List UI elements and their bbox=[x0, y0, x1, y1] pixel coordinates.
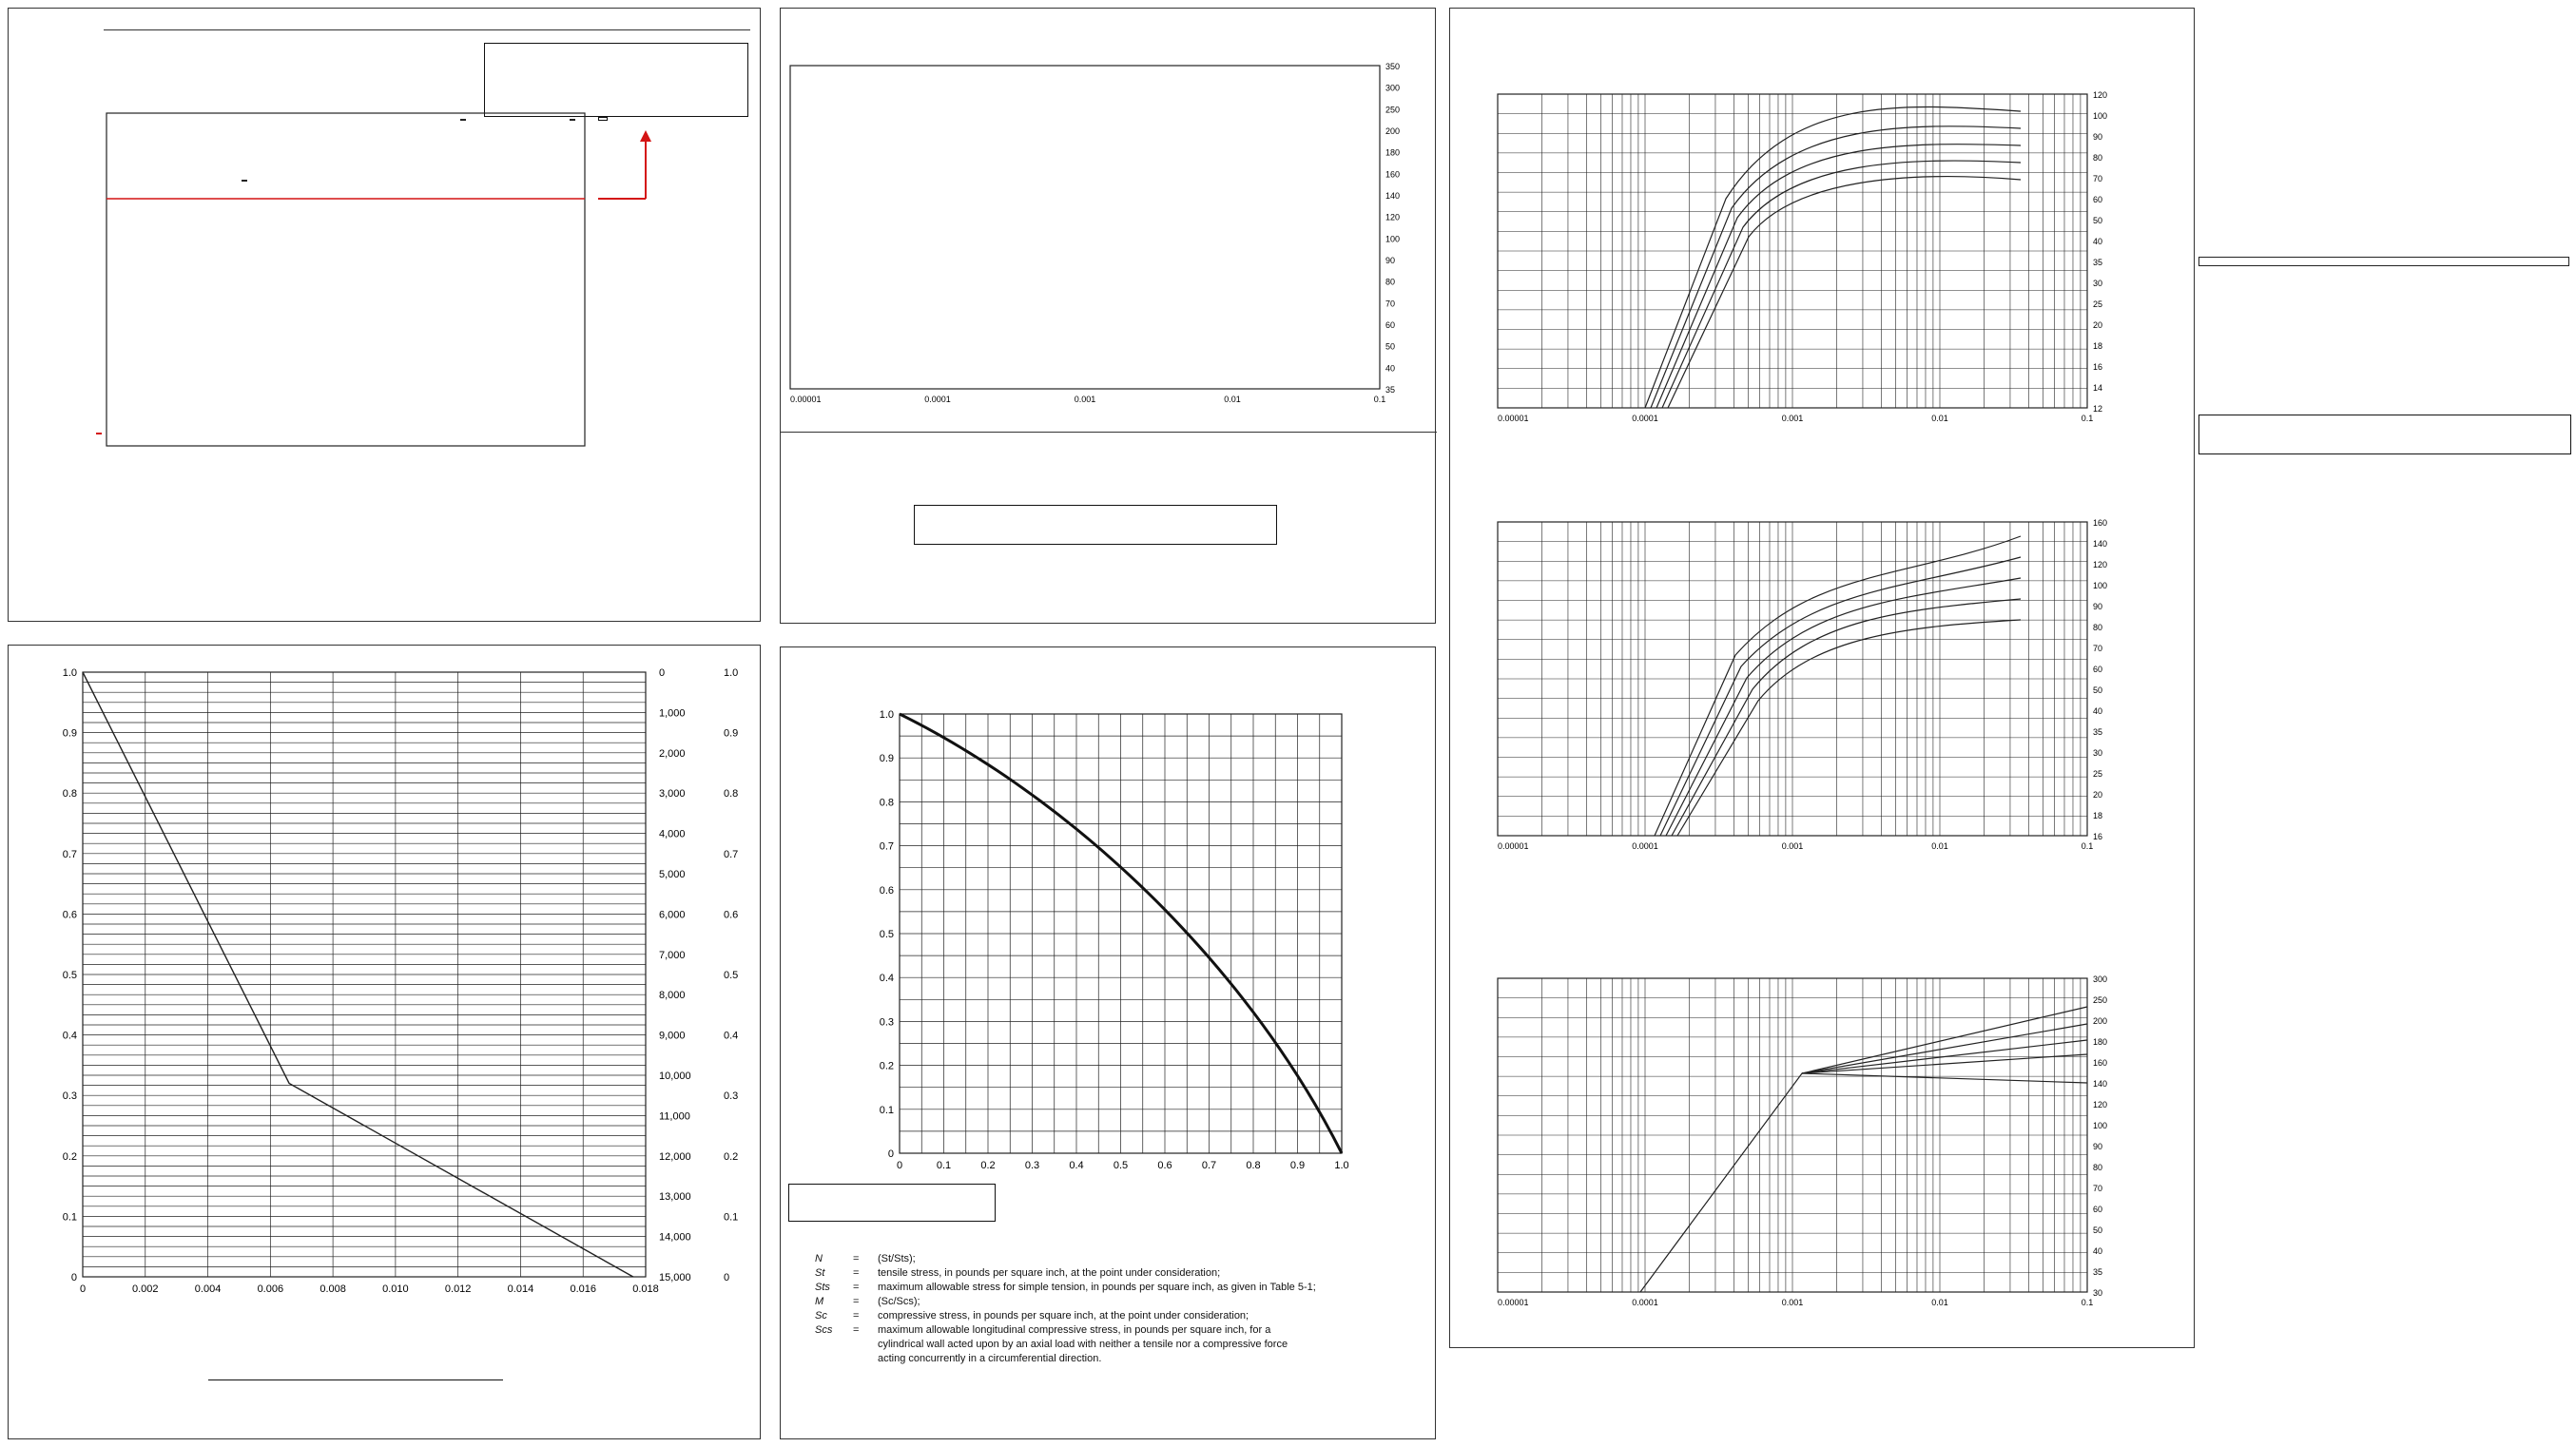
factor-n-tick-label: 1.0 bbox=[724, 667, 739, 679]
compressive-tick-label: 1,000 bbox=[659, 707, 686, 720]
decade-label: 0.1 bbox=[2081, 414, 2094, 423]
definition-cell: (Sc/Scs); bbox=[878, 1296, 920, 1307]
x-tick-label: 0 bbox=[896, 1160, 903, 1171]
factor-n-tick-label: 0.4 bbox=[724, 1030, 739, 1042]
factor-n-tick-label: 0.5 bbox=[724, 970, 739, 981]
right-tick-label: 70 bbox=[1385, 299, 1396, 309]
right-tick-label: 16 bbox=[2093, 832, 2103, 841]
x-tick-label: 0.018 bbox=[632, 1283, 659, 1295]
right-tick-label: 300 bbox=[2093, 974, 2108, 984]
right-tick-label: 35 bbox=[2093, 727, 2103, 737]
right-tick-label: 18 bbox=[2093, 811, 2103, 820]
x-tick-label: 0.6 bbox=[1157, 1160, 1172, 1171]
right-tick-label: 30 bbox=[2093, 748, 2103, 758]
right-tick-label: 35 bbox=[1385, 385, 1396, 395]
factor-n-tick-label: 0.6 bbox=[724, 909, 739, 921]
x-tick-label: 0 bbox=[79, 1283, 87, 1295]
right-tick-label: 60 bbox=[2093, 1205, 2103, 1214]
cs2-curve bbox=[1672, 599, 2021, 836]
y-tick-label: 0.7 bbox=[879, 840, 894, 853]
decade-label: 0.1 bbox=[2081, 1298, 2094, 1307]
y-tick-label: 0.8 bbox=[879, 797, 894, 809]
definition-cell: maximum allowable longitudinal compressive stress, in pounds per square inch, for a bbox=[878, 1324, 1271, 1336]
decade-label: 0.1 bbox=[2081, 841, 2094, 851]
compressive-tick-label: 12,000 bbox=[659, 1150, 691, 1163]
right-tick-label: 350 bbox=[1385, 62, 1401, 71]
definition-cell: tensile stress, in pounds per square inch, at the point under consideration; bbox=[878, 1267, 1221, 1279]
x-tick-label: 0.006 bbox=[257, 1283, 284, 1295]
cs3-curve bbox=[1802, 1073, 2087, 1083]
right-tick-label: 180 bbox=[1385, 147, 1401, 158]
equation-box bbox=[914, 505, 1277, 545]
y-tick-label: 1.0 bbox=[62, 667, 77, 679]
x-tick-label: 0.010 bbox=[382, 1283, 409, 1295]
right-tick-label: 250 bbox=[2093, 995, 2108, 1005]
factor-n-tick-label: 0.1 bbox=[724, 1211, 739, 1224]
right-tick-label: 160 bbox=[2093, 1058, 2108, 1068]
right-tick-label: 70 bbox=[2093, 644, 2103, 653]
definition-cell: (St/Sts); bbox=[878, 1253, 916, 1264]
definition-cell bbox=[853, 1352, 878, 1366]
right-tick-label: 40 bbox=[2093, 1246, 2103, 1256]
x-tick-label: 0.4 bbox=[1069, 1160, 1084, 1171]
decade-label: 0.001 bbox=[1781, 414, 1804, 423]
code-formula-paragraph bbox=[2198, 257, 2569, 266]
right-tick-label: 40 bbox=[2093, 706, 2103, 716]
y-tick-label: 0.2 bbox=[879, 1060, 894, 1072]
definition-cell: cylindrical wall acted upon by an axial load with neither a tensile nor a compressive force bbox=[878, 1339, 1288, 1350]
point-a bbox=[242, 180, 247, 182]
definition-cell bbox=[853, 1338, 878, 1352]
right-tick-label: 100 bbox=[1385, 234, 1401, 244]
right-tick-label: 90 bbox=[2093, 132, 2103, 142]
y-tick-label: 0.4 bbox=[62, 1030, 77, 1042]
definition-cell: acting concurrently in a circumferential direction. bbox=[878, 1353, 1102, 1364]
right-tick-label: 90 bbox=[1385, 256, 1396, 265]
factor-n-tick-label: 0.8 bbox=[724, 788, 739, 801]
right-tick-label: 30 bbox=[2093, 1288, 2103, 1298]
right-tick-label: 120 bbox=[2093, 90, 2108, 100]
x-tick-label: 0.016 bbox=[570, 1283, 596, 1295]
definition-cell: Sc bbox=[815, 1310, 827, 1322]
right-tick-label: 80 bbox=[2093, 1163, 2103, 1172]
compressive-tick-label: 13,000 bbox=[659, 1191, 691, 1204]
y-tick-label: 0.3 bbox=[62, 1090, 77, 1103]
decade-label: 0.0001 bbox=[924, 395, 951, 404]
right-tick-label: 20 bbox=[2093, 790, 2103, 800]
compressive-tick-label: 8,000 bbox=[659, 990, 686, 1002]
figure-f1-panel bbox=[780, 646, 1436, 1439]
cs-charts bbox=[1450, 9, 2196, 1349]
figure-f3-chart bbox=[9, 646, 762, 1330]
factor-n-numerator bbox=[208, 1379, 503, 1380]
right-tick-label: 100 bbox=[2093, 1121, 2108, 1130]
definition-row bbox=[815, 1309, 1316, 1323]
right-tick-label: 16 bbox=[2093, 362, 2103, 372]
figure-5-1-panel bbox=[8, 8, 761, 622]
cs1-curve bbox=[1651, 126, 2021, 408]
y-tick-label: 0.1 bbox=[62, 1211, 77, 1224]
decade-label: 0.001 bbox=[1781, 841, 1804, 851]
f1-definitions bbox=[815, 1252, 1316, 1366]
definition-row bbox=[815, 1295, 1316, 1309]
compressive-tick-label: 0 bbox=[659, 667, 666, 679]
right-tick-label: 14 bbox=[2093, 383, 2103, 393]
point-c bbox=[570, 119, 575, 121]
factor-n-tick-label: 0.3 bbox=[724, 1090, 739, 1103]
right-tick-label: 300 bbox=[1385, 83, 1401, 93]
decade-label: 0.00001 bbox=[790, 395, 822, 404]
decade-label: 0.01 bbox=[1931, 1298, 1948, 1307]
definition-cell: maximum allowable stress for simple tension, in pounds per square inch, as given in Table 5-1; bbox=[878, 1282, 1316, 1293]
definition-cell: Sts bbox=[815, 1282, 830, 1293]
decade-label: 0.0001 bbox=[1632, 841, 1658, 851]
cs3-curve bbox=[1640, 1007, 2087, 1292]
right-tick-label: 80 bbox=[2093, 623, 2103, 632]
x-tick-label: 1.0 bbox=[1334, 1160, 1349, 1171]
figure-5-1-chart bbox=[9, 9, 762, 455]
x-tick-label: 0.7 bbox=[1201, 1160, 1217, 1171]
y-tick-label: 0.5 bbox=[879, 929, 894, 940]
definition-cell: compressive stress, in pounds per square inch, at the point under consideration; bbox=[878, 1310, 1249, 1322]
y-tick-label: 0.8 bbox=[62, 788, 77, 801]
right-tick-label: 140 bbox=[2093, 1079, 2108, 1089]
decade-label: 0.001 bbox=[1074, 395, 1096, 404]
right-tick-label: 140 bbox=[1385, 191, 1401, 201]
y-tick-label: 0.5 bbox=[62, 970, 77, 981]
fig-cs123-panel bbox=[1449, 8, 2195, 1348]
x-tick-label: 0.8 bbox=[1246, 1160, 1261, 1171]
right-tick-label: 40 bbox=[2093, 237, 2103, 246]
right-tick-label: 60 bbox=[1385, 320, 1396, 330]
compressive-tick-label: 7,000 bbox=[659, 949, 686, 961]
figure-f1-chart bbox=[781, 647, 1437, 1180]
x-tick-label: 0.3 bbox=[1024, 1160, 1040, 1171]
cs1-curve bbox=[1645, 106, 2021, 408]
fig-cs4-panel bbox=[780, 8, 1436, 624]
y-tick-label: 0.3 bbox=[879, 1016, 894, 1029]
definition-cell: M bbox=[815, 1296, 824, 1307]
factor-n-tick-label: 0.9 bbox=[724, 727, 739, 740]
decade-label: 0.0001 bbox=[1632, 1298, 1658, 1307]
right-tick-label: 50 bbox=[2093, 685, 2103, 695]
right-tick-label: 35 bbox=[2093, 1267, 2103, 1277]
y-tick-label: 0.4 bbox=[879, 973, 894, 985]
cs3-curve bbox=[1802, 1024, 2087, 1073]
right-tick-label: 25 bbox=[2093, 769, 2103, 779]
definition-cell: = bbox=[853, 1310, 860, 1322]
x-tick-label: 0.014 bbox=[507, 1283, 534, 1295]
right-tick-label: 20 bbox=[2093, 320, 2103, 330]
decade-label: 0.0001 bbox=[1632, 414, 1658, 423]
factor-n-tick-label: 0 bbox=[724, 1272, 730, 1283]
y-tick-label: 0 bbox=[887, 1148, 894, 1160]
definition-cell: = bbox=[853, 1324, 860, 1336]
decade-label: 0.01 bbox=[1931, 841, 1948, 851]
decade-label: 0.01 bbox=[1931, 414, 1948, 423]
decade-label: 0.001 bbox=[1781, 1298, 1804, 1307]
cs2-title bbox=[1460, 465, 2068, 480]
x-tick-label: 0.9 bbox=[1289, 1160, 1306, 1171]
m-formula bbox=[788, 1184, 996, 1222]
point-o bbox=[96, 433, 102, 434]
right-tick-label: 18 bbox=[2093, 341, 2103, 351]
compressive-tick-label: 2,000 bbox=[659, 747, 686, 760]
right-tick-label: 35 bbox=[2093, 258, 2103, 267]
point-b bbox=[460, 119, 466, 121]
compressive-tick-label: 14,000 bbox=[659, 1231, 691, 1244]
right-tick-label: 200 bbox=[2093, 1016, 2108, 1026]
x-tick-label: 0.008 bbox=[320, 1283, 346, 1295]
cs2-curve bbox=[1666, 578, 2021, 836]
right-tick-label: 100 bbox=[2093, 111, 2108, 121]
y-tick-label: 0.9 bbox=[62, 727, 77, 740]
right-tick-label: 100 bbox=[2093, 581, 2108, 590]
right-tick-label: 120 bbox=[2093, 1100, 2108, 1109]
y-tick-label: 0.9 bbox=[879, 753, 894, 765]
definition-cell: Scs bbox=[815, 1324, 833, 1336]
cs2-curve bbox=[1660, 557, 2021, 836]
y-tick-label: 0.6 bbox=[62, 909, 77, 921]
x-tick-label: 0.2 bbox=[980, 1160, 996, 1171]
definition-row bbox=[815, 1281, 1316, 1295]
factor-n-tick-label: 0.7 bbox=[724, 848, 739, 860]
y-tick-label: 0 bbox=[70, 1272, 77, 1283]
cs1-curve bbox=[1662, 161, 2021, 408]
right-tick-label: 70 bbox=[2093, 174, 2103, 183]
compressive-tick-label: 15,000 bbox=[659, 1272, 691, 1283]
compressive-tick-label: 11,000 bbox=[659, 1110, 690, 1123]
y-tick-label: 0.2 bbox=[62, 1150, 77, 1163]
cs2-curve bbox=[1655, 536, 2021, 836]
compressive-tick-label: 3,000 bbox=[659, 788, 686, 801]
factor-n-tick-label: 0.2 bbox=[724, 1150, 739, 1163]
right-tick-label: 160 bbox=[2093, 518, 2108, 528]
right-tick-label: 25 bbox=[2093, 299, 2103, 309]
definition-cell bbox=[815, 1352, 853, 1366]
right-tick-label: 70 bbox=[2093, 1184, 2103, 1193]
cs2-curve bbox=[1677, 620, 2021, 836]
compressive-tick-label: 5,000 bbox=[659, 869, 686, 880]
compressive-tick-label: 10,000 bbox=[659, 1071, 691, 1082]
definition-cell: = bbox=[853, 1296, 860, 1307]
right-tick-label: 90 bbox=[2093, 1142, 2103, 1151]
definition-cell: = bbox=[853, 1253, 860, 1264]
right-tick-label: 80 bbox=[1385, 277, 1396, 287]
compressive-tick-label: 4,000 bbox=[659, 828, 686, 840]
x-tick-label: 0.1 bbox=[936, 1160, 952, 1171]
decade-label: 0.00001 bbox=[1498, 1298, 1529, 1307]
right-tick-label: 80 bbox=[2093, 153, 2103, 163]
decade-label: 0.00001 bbox=[1498, 414, 1529, 423]
decade-label: 0.01 bbox=[1224, 395, 1241, 404]
x-tick-label: 0.002 bbox=[132, 1283, 159, 1295]
right-tick-label: 120 bbox=[1385, 212, 1401, 222]
x-tick-label: 0.012 bbox=[444, 1283, 472, 1295]
definition-cell: = bbox=[853, 1267, 860, 1279]
right-tick-label: 140 bbox=[2093, 539, 2108, 549]
definition-cell: = bbox=[853, 1282, 860, 1293]
right-tick-label: 40 bbox=[1385, 363, 1396, 374]
decade-label: 0.1 bbox=[1373, 395, 1386, 404]
decade-label: 0.00001 bbox=[1498, 841, 1529, 851]
right-tick-label: 200 bbox=[1385, 126, 1401, 136]
right-tick-label: 180 bbox=[2093, 1037, 2108, 1047]
right-tick-label: 250 bbox=[1385, 105, 1401, 115]
definition-cell: St bbox=[815, 1267, 825, 1279]
right-tick-label: 60 bbox=[2093, 665, 2103, 674]
right-tick-label: 30 bbox=[2093, 279, 2103, 288]
right-tick-label: 60 bbox=[2093, 195, 2103, 204]
y-tick-label: 0.6 bbox=[879, 884, 894, 897]
y-tick-label: 0.7 bbox=[62, 848, 77, 860]
x-tick-label: 0.004 bbox=[194, 1283, 222, 1295]
equation-box bbox=[2198, 415, 2571, 454]
figure-f3-panel bbox=[8, 645, 761, 1439]
right-tick-label: 120 bbox=[2093, 560, 2108, 569]
compressive-tick-label: 9,000 bbox=[659, 1030, 686, 1042]
definition-row bbox=[815, 1338, 1316, 1352]
fig-cs4-chart bbox=[781, 9, 1437, 427]
right-tick-label: 12 bbox=[2093, 404, 2103, 414]
compressive-tick-label: 6,000 bbox=[659, 909, 686, 921]
definition-row bbox=[815, 1352, 1316, 1366]
x-tick-label: 0.5 bbox=[1113, 1160, 1129, 1171]
right-tick-label: 50 bbox=[2093, 1225, 2103, 1235]
right-tick-label: 160 bbox=[1385, 169, 1401, 180]
definition-cell bbox=[815, 1338, 853, 1352]
asme-notes-panel bbox=[2198, 8, 2569, 540]
right-tick-label: 90 bbox=[2093, 602, 2103, 611]
right-tick-label: 50 bbox=[2093, 216, 2103, 225]
cs1-curve bbox=[1656, 145, 2021, 408]
right-tick-label: 50 bbox=[1385, 341, 1396, 352]
y-tick-label: 0.1 bbox=[879, 1104, 894, 1116]
definition-row bbox=[815, 1252, 1316, 1266]
definition-row bbox=[815, 1266, 1316, 1281]
definition-cell: N bbox=[815, 1253, 823, 1264]
y-tick-label: 1.0 bbox=[879, 709, 894, 721]
definition-row bbox=[815, 1323, 1316, 1338]
